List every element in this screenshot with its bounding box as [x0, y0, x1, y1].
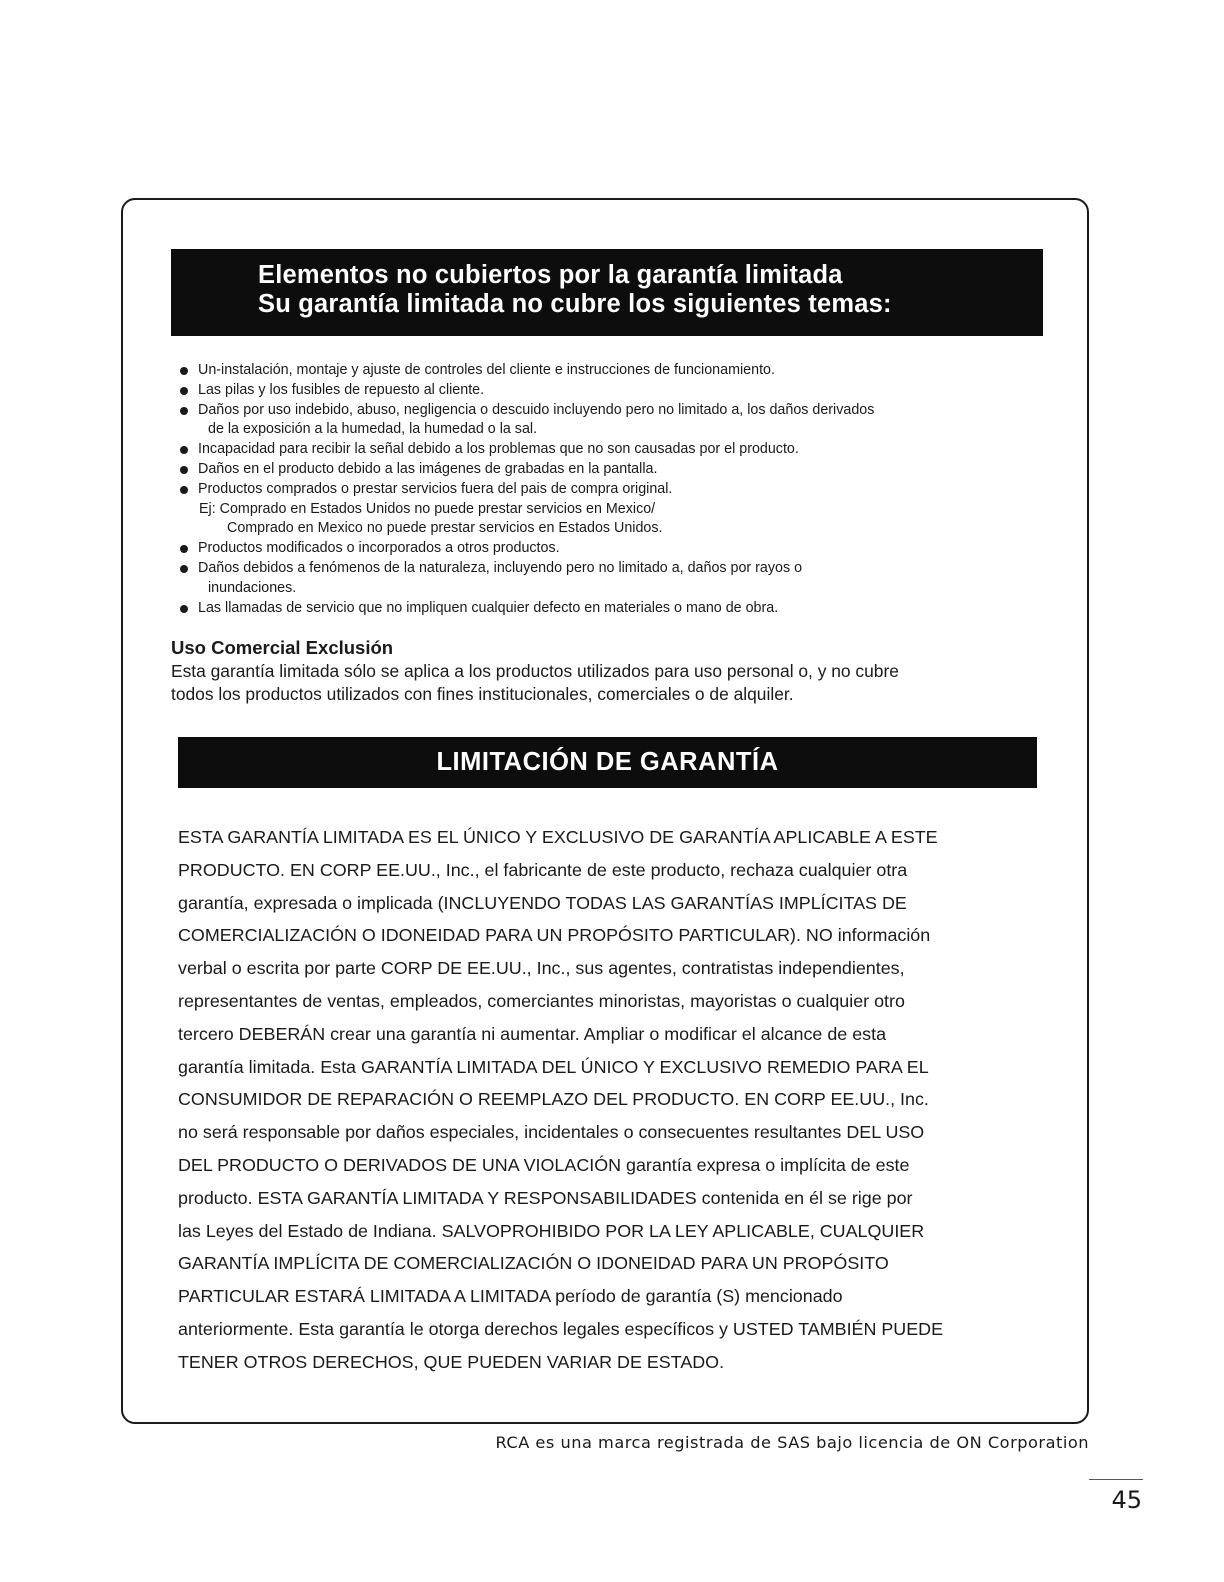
bullet-icon: [180, 545, 188, 553]
limitation-line: GARANTÍA IMPLÍCITA DE COMERCIALIZACIÓN O IDONEIDAD PARA UN PROPÓSITO: [178, 1253, 889, 1274]
trademark-notice: RCA es una marca registrada de SAS bajo licencia de ON Corporation: [495, 1433, 1089, 1452]
bullet-icon: [180, 407, 188, 415]
header-line-2: Su garantía limitada no cubre los siguientes temas:: [258, 290, 892, 318]
list-item: Las llamadas de servicio que no impliquen cualquier defecto en materiales o mano de obra.: [178, 599, 1048, 619]
limitation-line: CONSUMIDOR DE REPARACIÓN O REEMPLAZO DEL PRODUCTO. EN CORP EE.UU., Inc.: [178, 1089, 929, 1110]
list-item: Productos comprados o prestar servicios fuera del pais de compra original.: [178, 480, 1048, 500]
page-number: 45: [1111, 1486, 1142, 1514]
limitation-title: LIMITACIÓN DE GARANTÍA: [436, 748, 779, 776]
limitation-line: garantía limitada. Esta GARANTÍA LIMITADA DEL ÚNICO Y EXCLUSIVO REMEDIO PARA EL: [178, 1056, 929, 1077]
bullet-icon: [180, 605, 188, 613]
list-item: Daños debidos a fenómenos de la naturaleza, incluyendo pero no limitado a, daños por rayos o inundaciones.: [178, 559, 1048, 599]
page-number-rule: [1089, 1479, 1143, 1480]
limitation-line: garantía, expresada o implicada (INCLUYENDO TODAS LAS GARANTÍAS IMPLÍCITAS DE: [178, 892, 907, 913]
list-item: Un-instalación, montaje y ajuste de controles del cliente e instrucciones de funcionamiento.: [178, 361, 1048, 381]
limitation-line: ESTA GARANTÍA LIMITADA ES EL ÚNICO Y EXCLUSIVO DE GARANTÍA APLICABLE A ESTE: [178, 827, 938, 847]
limitation-line: TENER OTROS DERECHOS, QUE PUEDEN VARIAR DE ESTADO.: [178, 1351, 725, 1372]
bullet-icon: [180, 367, 188, 375]
limitation-line: PRODUCTO. EN CORP EE.UU., Inc., el fabricante de este producto, rechaza cualquier otra: [178, 859, 908, 880]
list-item: Incapacidad para recibir la señal debido a los problemas que no son causadas por el producto.: [178, 440, 1048, 460]
limitation-line: verbal o escrita por parte CORP DE EE.UU., Inc., sus agentes, contratistas independientes,: [178, 958, 905, 979]
limitation-line: PARTICULAR ESTARÁ LIMITADA A LIMITADA período de garantía (S) mencionado: [178, 1286, 843, 1307]
list-item: Productos modificados o incorporados a otros productos.: [178, 539, 1048, 559]
limitation-line: las Leyes del Estado de Indiana. SALVOPROHIBIDO POR LA LEY APLICABLE, CUALQUIER: [178, 1220, 925, 1241]
bullet-icon: [180, 486, 188, 494]
example-line: Ej: Comprado en Estados Unidos no puede prestar servicios en Mexico/: [199, 500, 656, 517]
limitation-line: DEL PRODUCTO O DERIVADOS DE UNA VIOLACIÓN garantía expresa o implícita de este: [178, 1154, 910, 1175]
limitation-line: tercero DEBERÁN crear una garantía ni aumentar. Ampliar o modificar el alcance de esta: [178, 1023, 887, 1044]
limitation-line: COMERCIALIZACIÓN O IDONEIDAD PARA UN PROPÓSITO PARTICULAR). NO información: [178, 925, 931, 946]
bullet-icon: [180, 387, 188, 395]
bullet-icon: [180, 446, 188, 454]
example-line: Comprado en Mexico no puede prestar servicios en Estados Unidos.: [227, 520, 663, 537]
exclusions-list: [178, 361, 1048, 618]
exclusions-header: [171, 249, 1043, 336]
bullet-icon: [180, 565, 188, 573]
limitation-line: producto. ESTA GARANTÍA LIMITADA Y RESPONSABILIDADES contenida en él se rige por: [178, 1187, 913, 1208]
commercial-use-heading: Uso Comercial Exclusión: [171, 637, 394, 658]
commercial-use-text: Esta garantía limitada sólo se aplica a los productos utilizados para uso personal o, y no cubre todos los productos utilizados con fines institucionales, comerciales o de alquiler.: [171, 661, 899, 704]
limitation-line: no será responsable por daños especiales, incidentales o consecuentes resultantes DEL USO: [178, 1122, 925, 1143]
limitation-text: [178, 821, 1048, 1379]
list-item: Las pilas y los fusibles de repuesto al cliente.: [178, 381, 1048, 401]
list-item: Daños en el producto debido a las imágenes de grabadas en la pantalla.: [178, 460, 1048, 480]
bullet-icon: [180, 466, 188, 474]
limitation-line: anteriormente. Esta garantía le otorga derechos legales específicos y USTED TAMBIÉN PUEDE: [178, 1318, 944, 1339]
limitation-header: [178, 737, 1037, 788]
limitation-line: representantes de ventas, empleados, comerciantes minoristas, mayoristas o cualquier otro: [178, 990, 905, 1011]
list-item: Daños por uso indebido, abuso, negligencia o descuido incluyendo pero no limitado a, los daños derivados de la exposición a la humedad, la humedad o la sal.: [178, 401, 1048, 441]
header-line-1: Elementos no cubiertos por la garantía limitada: [258, 261, 843, 289]
